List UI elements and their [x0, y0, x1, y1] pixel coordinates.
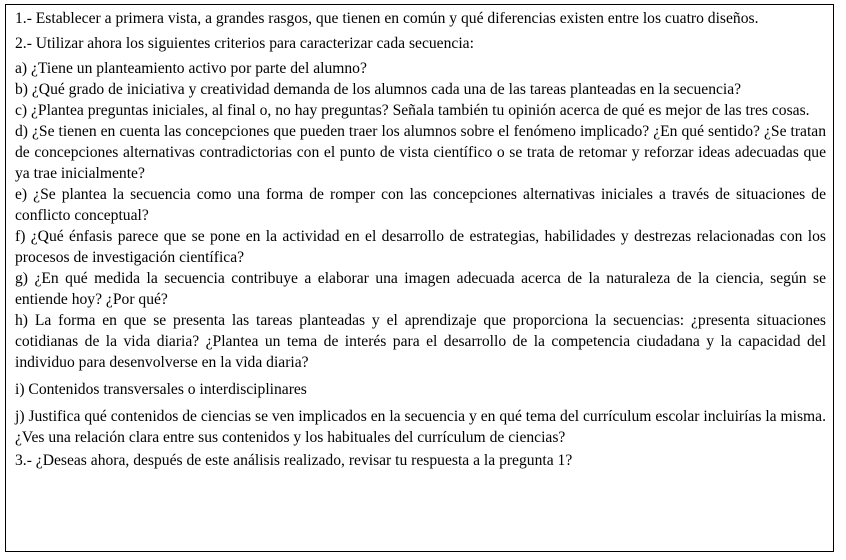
criterion-b: b) ¿Qué grado de iniciativa y creatividad demanda de los alumnos cada una de las tareas planteadas en la secuencia?: [15, 81, 742, 98]
criterion-f: f) ¿Qué énfasis parece que se pone en la actividad en el desarrollo de estrategias, habilidades y destrezas relacionadas con los procesos de investigación científica?: [15, 228, 826, 266]
criterion-h: h) La forma en que se presenta las tareas planteadas y el aprendizaje que proporciona la secuencias: ¿presenta situaciones cotidianas de la vida diaria? ¿Plantea un tema de interés para el desarrollo de la competencia ciudadana y la capacidad del individuo para desenvolverse en la vida diaria?: [15, 312, 826, 371]
question-2: 2.- Utilizar ahora los siguientes criterios para caracterizar cada secuencia:: [15, 35, 474, 52]
criterion-a: a) ¿Tiene un planteamiento activo por parte del alumno?: [15, 60, 367, 77]
criterion-j: j) Justifica qué contenidos de ciencias se ven implicados en la secuencia y en qué tema del currículum escolar incluirías la misma. ¿Ves una relación clara entre sus contenidos y los habituales del currículum de ciencias?: [15, 408, 826, 446]
question-3: 3.- ¿Deseas ahora, después de este análisis realizado, revisar tu respuesta a la pregunta 1?: [15, 452, 573, 469]
criterion-i: i) Contenidos transversales o interdisciplinares: [15, 381, 307, 398]
criterion-g: g) ¿En qué medida la secuencia contribuye a elaborar una imagen adecuada acerca de la naturaleza de la ciencia, según se entiende hoy? ¿Por qué?: [15, 270, 826, 308]
criterion-e: e) ¿Se plantea la secuencia como una forma de romper con las concepciones alternativas iniciales a través de situaciones de conflicto conceptual?: [15, 186, 826, 224]
question-1: 1.- Establecer a primera vista, a grandes rasgos, que tienen en común y qué diferencias existen entre los cuatro diseños.: [15, 10, 759, 27]
criterion-c: c) ¿Plantea preguntas iniciales, al final o, no hay preguntas? Señala también tu opinión acerca de qué es mejor de las tres cosas.: [15, 102, 810, 119]
questions-box: [5, 4, 834, 552]
criterion-d: d) ¿Se tienen en cuenta las concepciones que pueden traer los alumnos sobre el fenómeno implicado? ¿En qué sentido? ¿Se tratan de concepciones alternativas contradictorias con el punto de vista científico o se trata de retomar y reforzar ideas adecuadas que ya trae inicialmente?: [15, 123, 826, 182]
